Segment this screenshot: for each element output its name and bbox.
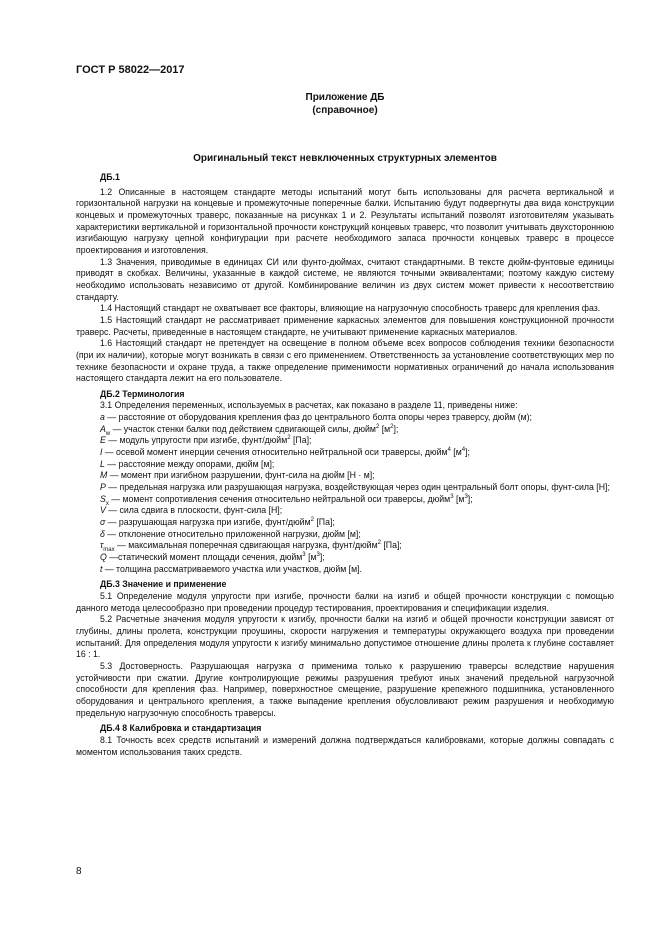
definition-symbol: σ [100, 517, 106, 528]
definition-text: —статический момент площади сечения, дюйм [106, 552, 303, 562]
appendix-title: Приложение ДБ [305, 92, 385, 103]
definition-unit: [Па]; [380, 540, 402, 551]
paragraph-5-2: 5.2 Расчетные значения модуля упругости к изгибу, прочности балки на изгиб и общей прочности конструкции зависят от глубины, длины пролета, конструкции проушины, скорости нагружения и температуры окружающего воздуха при проведении испытаний. Для определения модуля упругости к изгибу минимально допустимое отношение длины пролета к глубине составляет 16 : 1. [76, 614, 614, 660]
paragraph-3-1: 3.1 Определения переменных, используемых в расчетах, как показано в разделе 11, приведены ниже: [100, 400, 518, 411]
definition-end: ]; [393, 423, 399, 434]
unit-exponent: 2 [377, 540, 381, 547]
unit-exponent: 2 [287, 435, 291, 442]
definition-text: — осевой момент инерции сечения относительно нейтральной оси траверсы, дюйм [102, 447, 448, 458]
definition-symbol: L [100, 458, 105, 469]
definition-unit: [Па]; [290, 435, 312, 446]
definition-item [76, 447, 614, 459]
unit-exponent: 3 [464, 493, 468, 500]
definition-item [76, 424, 614, 436]
paragraph-1-3: 1.3 Значения, приводимые в единицах СИ или фунто-дюймах, считают стандартными. В тексте дюйм-фунтовые единицы приводят в скобках. Величины, указанные в каждой системе, не являются точными эквивалентами; поэтому каждую систему необходимо использовать независимо от другой. Комбинирование величин из двух систем может привести к несоответствию стандарту. [76, 256, 614, 302]
definition-text: — расстояние между опорами, дюйм [м]; [104, 458, 275, 469]
unit-exponent: 4 [461, 447, 466, 454]
definition-symbol: E [100, 435, 106, 446]
definition-unit: [м [379, 423, 391, 434]
unit-exponent: 3 [302, 552, 306, 559]
definition-text: — сила сдвига в плоскости, фунт-сила [Н]; [105, 505, 283, 516]
definition-symbol: V [100, 505, 106, 516]
definition-subscript: w [105, 430, 111, 437]
definition-symbol: Q [100, 552, 107, 562]
definition-item [76, 412, 614, 424]
definition-text: — модуль упругости при изгибе, фунт/дюйм [105, 435, 288, 446]
definition-symbol: a [100, 412, 105, 423]
definition-text: — толщина рассматриваемого участка или участков, дюйм [м]. [102, 563, 362, 574]
definition-item [76, 517, 614, 529]
definition-item [76, 529, 614, 541]
definition-item [76, 459, 614, 471]
definition-symbol: τ [100, 540, 104, 551]
definition-text: — расстояние от оборудования крепления фаз до центрального болта опоры через траверсу, дюйм (м); [104, 412, 532, 423]
unit-exponent: 2 [310, 517, 314, 524]
definition-symbol: M [100, 470, 108, 481]
paragraph-1-2: 1.2 Описанные в настоящем стандарте методы испытаний могут быть использованы для расчета вертикальной и горизонтальной нагрузки на концевые и промежуточные поперечные балки. Испытанию будут подвергнуты два вида конструкции концевых и промежуточных траверс, показанные на рисунках 1 и 2. Результаты испытаний позволят изготовителям указывать характеристики вертикальной и горизонтальной прочности конструкций концевых траверс, что позволит учитывать двухстороннюю изгибающую нагрузку цепной конфигурации при расчете необходимого запаса прочности концевых траверс в процессе проектирования и изготовления. [76, 186, 614, 255]
definition-symbol: δ [100, 528, 105, 539]
definition-subscript: max [103, 547, 115, 554]
definition-item [76, 540, 614, 552]
definitions-list [76, 412, 614, 575]
definition-item [76, 505, 614, 517]
definition-item [76, 494, 614, 506]
appendix-subtitle: (справочное) [312, 104, 378, 116]
paragraph-5-1: 5.1 Определение модуля упругости при изгибе, прочности балки на изгиб и общей прочности конструкции с помощью данного метода целесообразно при проведении процедур тестирования, проектирования и спецификации изделия. [76, 590, 614, 613]
unit-exponent: 2 [375, 423, 380, 430]
definition-text: — разрушающая нагрузка при изгибе, фунт/дюйм [105, 517, 311, 528]
section-heading-db3: ДБ.3 Значение и применение [100, 579, 227, 590]
definition-item [76, 470, 614, 482]
definition-item [76, 564, 614, 576]
document-body [76, 172, 614, 758]
definition-item [76, 552, 614, 564]
definition-unit: [м [453, 493, 465, 504]
paragraph-1-5: 1.5 Настоящий стандарт не рассматривает применение каркасных элементов для повышения конструкционной прочности траверс. Расчеты, приведенные в настоящем стандарте, не учитывают применение каркасных материалов. [76, 314, 614, 337]
page-number: 8 [76, 866, 82, 877]
definition-text: — максимальная поперечная сдвигающая нагрузка, фунт/дюйм [114, 540, 378, 551]
section-heading-db1: ДБ.1 [100, 172, 120, 182]
definition-subscript: x [105, 500, 109, 507]
section-heading-db4: ДБ.4 8 Калибровка и стандартизация [100, 723, 262, 734]
definition-unit: [м [450, 447, 462, 458]
definition-end: ]; [465, 447, 470, 458]
definition-symbol: t [100, 563, 103, 574]
definition-text: — предельная нагрузка или разрушающая нагрузка, воздействующая через один центральный болт опоры, фунт-сила [Н]; [105, 482, 610, 493]
definition-text: — отклонение относительно приложенной нагрузки, дюйм [м]; [104, 528, 361, 539]
definition-end: ]; [319, 552, 325, 562]
definition-text: — момент при изгибном разрушении, фунт-сила на дюйм [Н · м]; [107, 470, 375, 481]
definition-end: ]; [467, 493, 473, 504]
definition-symbol: A [100, 423, 106, 434]
main-title: Оригинальный текст невключенных структурных элементов [193, 153, 497, 164]
definition-text: — момент сопротивления сечения относительно нейтральной оси траверсы, дюйм [108, 493, 451, 504]
definition-symbol: P [100, 482, 106, 493]
paragraph-5-3: 5.3 Достоверность. Разрушающая нагрузка σ применима только к разрушению траверсы вследствие нарушения устойчивости при сжатии. Другие контролирующие режимы разрушения требуют иных значений предельной нагрузочной способности для крепления фаз. Например, поверхностное смещение, разрушение крепежного подшипника, установленного оборудования и центрального крепления, а также выпадение крепления обусловливают режим разрушения и необходимую предельную нагрузочную способность траверсы. [76, 660, 614, 718]
paragraph-1-4: 1.4 Настоящий стандарт не охватывает все факторы, влияющие на нагрузочную способность траверс для крепления фаз. [100, 303, 601, 314]
definition-symbol: S [100, 493, 106, 504]
appendix-header [76, 92, 614, 117]
definition-item [76, 482, 614, 494]
paragraph-8-1: 8.1 Точность всех средств испытаний и измерений должна подтверждаться калибровками, которые должны совпадать с моментом использования таких средств. [76, 734, 614, 757]
paragraph-1-6: 1.6 Настоящий стандарт не претендует на освещение в полном объеме всех вопросов соблюдения техники безопасности (при их наличии), которые могут возникать в связи с его применением. Ответственность за установление соответствующих мер по технике безопасности и охране труда, а также определение применимости нормативных ограничений до начала использования настоящего стандарта лежит на его пользователе. [76, 338, 614, 384]
unit-exponent: 4 [447, 447, 451, 454]
definition-unit: [м [305, 552, 317, 562]
unit-exponent: 3 [450, 493, 454, 500]
section-heading-db2: ДБ.2 Терминология [100, 388, 185, 399]
unit-exponent: 3 [316, 552, 320, 559]
definition-unit: [Па]; [313, 517, 335, 528]
definition-text: — участок стенки балки под действием сдвигающей силы, дюйм [110, 423, 376, 434]
definition-symbol: I [100, 447, 103, 458]
definition-item [76, 435, 614, 447]
document-id: ГОСТ Р 58022—2017 [76, 64, 185, 76]
unit-exponent: 2 [390, 423, 394, 430]
